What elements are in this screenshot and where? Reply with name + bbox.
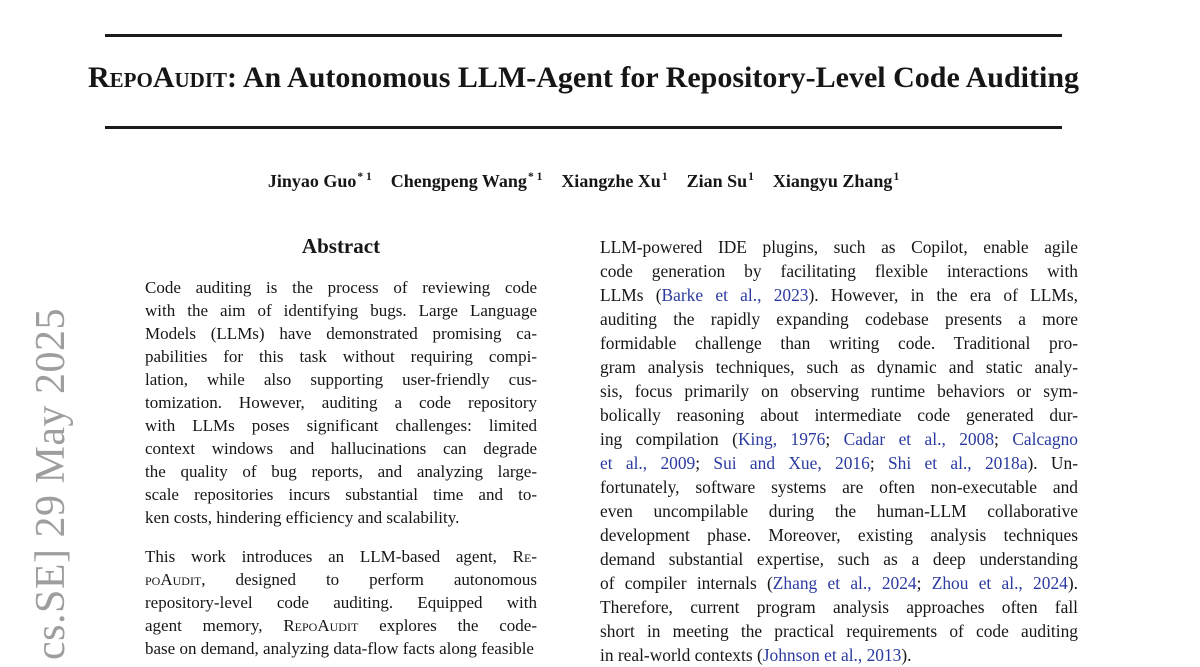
text-segment: ). However, in the era of LLMs, <box>808 285 1078 305</box>
text-line <box>145 345 537 368</box>
text-line <box>600 379 1078 403</box>
text-segment: tomization. However, auditing a code repository <box>145 393 537 412</box>
text-segment: repository-level code auditing. Equipped with <box>145 593 537 612</box>
citation-link[interactable]: Zhang et al., 2024 <box>772 573 917 593</box>
citation-link[interactable]: Shi et al., 2018a <box>887 453 1028 473</box>
text-line <box>145 568 537 591</box>
text-segment: This work introduces an LLM-based agent, <box>145 547 513 566</box>
text-line <box>600 331 1078 355</box>
text-segment: the quality of bug reports, and analyzing large- <box>145 462 537 481</box>
text-line <box>145 276 537 299</box>
text-segment: lation, while also supporting user-friendly cus- <box>145 370 537 389</box>
text-segment: ). <box>901 645 912 665</box>
text-segment: ). Un- <box>1027 453 1078 473</box>
title-rule-top <box>105 34 1062 37</box>
text-line <box>600 643 1078 667</box>
citation-link[interactable]: et al., 2009 <box>600 453 696 473</box>
author: Xiangyu Zhang$^1$ <box>772 171 900 191</box>
citation-link[interactable]: Zhou et al., 2024 <box>931 573 1068 593</box>
text-line <box>145 322 537 345</box>
text-segment: ; <box>825 429 844 449</box>
author-superscript: 1 <box>893 171 900 183</box>
text-line <box>145 460 537 483</box>
text-segment: LLM-powered IDE plugins, such as Copilot, enable agile <box>600 237 1078 257</box>
text-line <box>600 283 1078 307</box>
text-line <box>145 299 537 322</box>
text-segment: ; <box>994 429 1013 449</box>
text-segment: pabilities for this task without requiring compi- <box>145 347 537 366</box>
left-column <box>145 276 537 660</box>
text-segment: code generation by facilitating flexible interactions with <box>600 261 1078 281</box>
text-line <box>600 475 1078 499</box>
text-segment: ). <box>1067 573 1078 593</box>
text-line <box>600 547 1078 571</box>
text-segment: LLMs ( <box>600 285 662 305</box>
author: Zian Su$^1$ <box>686 171 754 191</box>
text-line <box>600 427 1078 451</box>
text-segment: sis, focus primarily on observing runtime behaviors or sym- <box>600 381 1078 401</box>
citation-link[interactable]: Barke et al., 2023 <box>661 285 809 305</box>
title-rule-bottom <box>105 126 1062 129</box>
author-list <box>105 168 1062 194</box>
page-title-rest: : An Autonomous LLM-Agent for Repository-Level Code Auditing <box>227 61 1079 94</box>
text-segment: agent memory, <box>145 616 284 635</box>
text-segment: short in meeting the practical requirements of code auditing <box>600 621 1078 641</box>
page-title-smallcaps: RepoAudit <box>88 61 228 94</box>
citation-link[interactable]: Cadar et al., 2008 <box>843 429 995 449</box>
text-line <box>145 545 537 568</box>
text-line <box>145 506 537 529</box>
text-segment: gram analysis techniques, such as dynamic and static analy- <box>600 357 1078 377</box>
text-segment: with LLMs poses significant challenges: limited <box>145 416 537 435</box>
arxiv-watermark: cs.SE] 29 May 2025 <box>28 308 74 660</box>
text-line <box>600 403 1078 427</box>
text-line <box>145 637 537 660</box>
text-segment: , designed to perform autonomous <box>201 570 537 589</box>
text-segment: base on demand, analyzing data-flow facts along feasible <box>145 639 534 658</box>
author: Jinyao Guo$^{* 1}$ <box>267 171 372 191</box>
text-segment: Therefore, current program analysis approaches often fall <box>600 597 1078 617</box>
text-segment: Re- <box>512 547 537 566</box>
text-segment: RepoAudit <box>283 616 359 635</box>
text-segment: ing compilation ( <box>600 429 738 449</box>
author: Xiangzhe Xu$^1$ <box>561 171 668 191</box>
text-line <box>145 591 537 614</box>
text-segment: poAudit <box>145 570 202 589</box>
text-segment: demand substantial expertise, such as a deep understanding <box>600 549 1078 569</box>
text-segment: with the aim of identifying bugs. Large Language <box>145 301 537 320</box>
text-segment: ; <box>916 573 932 593</box>
text-segment: Models (LLMs) have demonstrated promising ca- <box>145 324 537 343</box>
text-segment: explores the code- <box>358 616 537 635</box>
citation-link[interactable]: Calcagno <box>1012 429 1078 449</box>
text-line <box>145 614 537 637</box>
text-line <box>145 368 537 391</box>
text-line <box>600 259 1078 283</box>
text-line <box>600 571 1078 595</box>
text-line <box>145 391 537 414</box>
citation-link[interactable]: Sui and Xue, 2016 <box>713 453 870 473</box>
text-segment: in real-world contexts ( <box>600 645 763 665</box>
text-segment: Code auditing is the process of reviewing code <box>145 278 537 297</box>
text-segment: bolically reasoning about intermediate code generated dur- <box>600 405 1078 425</box>
text-line <box>600 235 1078 259</box>
text-segment: formidable challenge than writing code. Traditional pro- <box>600 333 1078 353</box>
abstract-paragraph-2 <box>145 545 537 660</box>
text-line <box>600 619 1078 643</box>
text-segment: scale repositories incurs substantial time and to- <box>145 485 537 504</box>
text-segment: ken costs, hindering efficiency and scalability. <box>145 508 460 527</box>
intro-paragraph <box>600 235 1078 667</box>
text-line <box>145 483 537 506</box>
text-segment: development phase. Moreover, existing analysis techniques <box>600 525 1078 545</box>
text-segment: fortunately, software systems are often non-executable and <box>600 477 1078 497</box>
text-line <box>600 499 1078 523</box>
page-title <box>88 56 1079 100</box>
text-segment: auditing the rapidly expanding codebase presents a more <box>600 309 1078 329</box>
text-line <box>600 523 1078 547</box>
author-superscript: * 1 <box>527 171 543 183</box>
text-line <box>600 451 1078 475</box>
text-line <box>600 355 1078 379</box>
citation-link[interactable]: Johnson et al., 2013 <box>762 645 902 665</box>
text-segment: of compiler internals ( <box>600 573 773 593</box>
text-line <box>600 307 1078 331</box>
text-line <box>145 437 537 460</box>
text-segment: ; <box>695 453 714 473</box>
text-segment: ; <box>869 453 888 473</box>
text-segment: context windows and hallucinations can degrade <box>145 439 537 458</box>
abstract-paragraph-1 <box>145 276 537 529</box>
author-superscript: 1 <box>748 171 754 183</box>
text-line <box>145 414 537 437</box>
abstract-heading: Abstract <box>301 234 381 258</box>
author-superscript: 1 <box>661 171 668 183</box>
text-line <box>600 595 1078 619</box>
right-column <box>600 235 1078 667</box>
text-segment: even uncompilable during the human-LLM collaborative <box>600 501 1078 521</box>
citation-link[interactable]: King, 1976 <box>737 429 826 449</box>
author-superscript: * 1 <box>357 171 372 183</box>
author: Chengpeng Wang$^{* 1}$ <box>390 171 543 191</box>
